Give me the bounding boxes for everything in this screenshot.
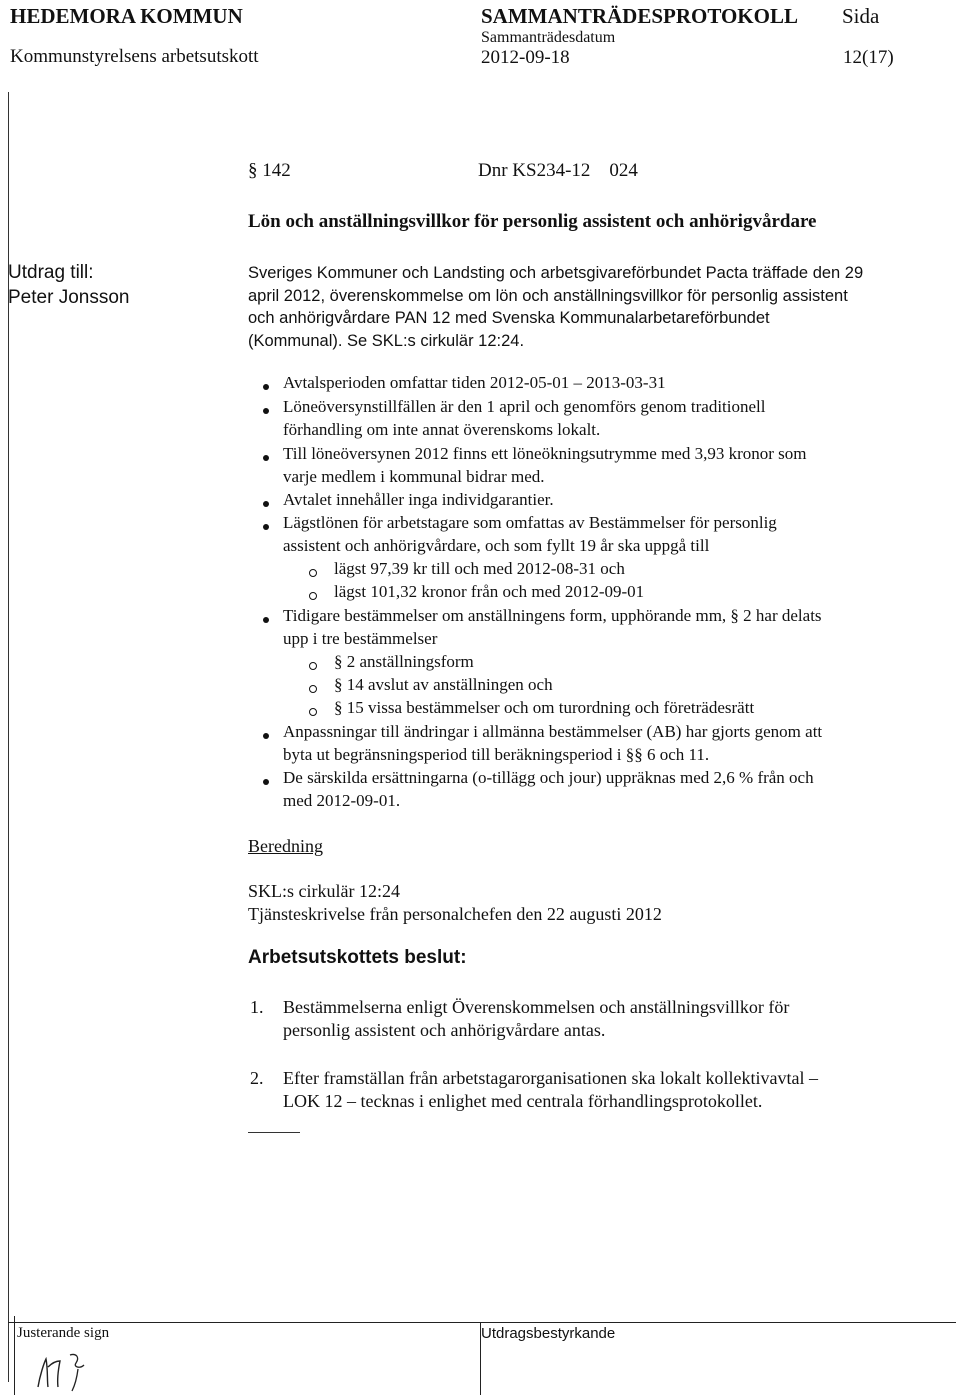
preparation-reference: SKL:s cirkulär 12:24 xyxy=(248,881,400,901)
bullet-text: förhandling om inte annat överenskoms lokalt. xyxy=(283,420,601,439)
intro-line: och anhörigvårdare PAN 12 med Svenska Kommunalarbetareförbundet xyxy=(248,309,770,327)
bullet-text: Avtalet innehåller inga individgarantier. xyxy=(283,490,554,509)
sub-bullet-marker xyxy=(309,569,317,577)
document-type: SAMMANTRÄDESPROTOKOLL xyxy=(481,4,798,28)
intro-line: (Kommunal). Se SKL:s cirkulär 12:24. xyxy=(248,331,525,350)
registration-number: Dnr KS234-12 024 xyxy=(478,160,638,181)
meeting-date-label: Sammanträdesdatum xyxy=(481,29,616,46)
end-rule xyxy=(248,1132,300,1133)
extract-label: Utdrag till: xyxy=(8,262,94,283)
sub-bullet-marker xyxy=(309,592,317,600)
sub-bullet-text: § 15 vissa bestämmelser och om turordning och företrädesrätt xyxy=(334,698,755,717)
intro-line: april 2012, överenskommelse om lön och anställningsvillkor för personlig assistent xyxy=(248,286,848,305)
sub-bullet-marker xyxy=(309,685,317,693)
preparation-heading: Beredning xyxy=(248,836,323,856)
decision-heading: Arbetsutskottets beslut: xyxy=(248,947,467,968)
footer-rule xyxy=(8,1322,956,1323)
handwritten-signature xyxy=(30,1347,120,1393)
bullet-text: Anpassningar till ändringar i allmänna bestämmelser (AB) har gjorts genom att xyxy=(283,722,823,741)
bullet-text: Avtalsperioden omfattar tiden 2012-05-01 – 2013-03-31 xyxy=(283,373,666,392)
item-title: Lön och anställningsvillkor för personlig assistent och anhörigvårdare xyxy=(248,211,817,232)
decision-text: LOK 12 – tecknas i enlighet med centrala förhandlingsprotokollet. xyxy=(283,1091,763,1111)
bullet-text: Till löneöversynen 2012 finns ett löneökningsutrymme med 3,93 kronor som xyxy=(283,444,807,463)
decision-text: personlig assistent och anhörigvårdare antas. xyxy=(283,1020,606,1040)
sub-bullet-text: § 2 anställningsform xyxy=(334,652,474,671)
bullet-marker xyxy=(263,501,269,507)
bullet-text: De särskilda ersättningarna (o-tillägg och jour) uppräknas med 2,6 % från och xyxy=(283,768,814,787)
paragraph-number: § 142 xyxy=(248,160,291,181)
bullet-text: med 2012-09-01. xyxy=(283,791,401,810)
organization-name: HEDEMORA KOMMUN xyxy=(10,4,243,28)
sub-bullet-marker xyxy=(309,662,317,670)
decision-number: 2. xyxy=(250,1068,264,1088)
intro-paragraph xyxy=(248,262,948,352)
bullet-text: assistent och anhörigvårdare, och som fyllt 19 år ska uppgå till xyxy=(283,536,710,555)
bullet-text: byta ut begränsningsperiod till beräkningsperiod i §§ 6 och 11. xyxy=(283,745,710,764)
bullet-marker xyxy=(263,408,269,414)
sub-bullet-text: § 14 avslut av anställningen och xyxy=(334,675,553,694)
left-margin-line xyxy=(8,92,9,1382)
bullet-text: Löneöversynstillfällen är den 1 april och genomförs genom traditionell xyxy=(283,397,766,416)
intro-line: Sveriges Kommuner och Landsting och arbetsgivareförbundet Pacta träffade den 29 xyxy=(248,264,864,282)
decision-text: Bestämmelserna enligt Överenskommelsen och anställningsvillkor för xyxy=(283,997,790,1017)
extract-certification-label: Utdragsbestyrkande xyxy=(481,1325,616,1342)
bullet-text: varje medlem i kommunal bidrar med. xyxy=(283,467,545,486)
bullet-marker xyxy=(263,617,269,623)
bullet-marker xyxy=(263,733,269,739)
department-name: Kommunstyrelsens arbetsutskott xyxy=(10,46,259,67)
bullet-text: Tidigare bestämmelser om anställningens form, upphörande mm, § 2 har delats xyxy=(283,606,822,625)
bullet-marker xyxy=(263,524,269,530)
adjuster-signature-label: Justerande sign xyxy=(17,1325,110,1341)
meeting-date: 2012-09-18 xyxy=(481,47,570,68)
preparation-reference: Tjänsteskrivelse från personalchefen den 22 augusti 2012 xyxy=(248,904,662,924)
decision-number: 1. xyxy=(250,997,264,1017)
sub-bullet-text: lägst 97,39 kr till och med 2012-08-31 och xyxy=(334,559,625,578)
decision-text: Efter framställan från arbetstagarorganisationen ska lokalt kollektivavtal – xyxy=(283,1068,818,1088)
page-number: 12(17) xyxy=(843,47,894,68)
bullet-marker xyxy=(263,779,269,785)
sub-bullet-text: lägst 101,32 kronor från och med 2012-09-01 xyxy=(334,582,645,601)
bullet-text: Lägstlönen för arbetstagare som omfattas av Bestämmelser för personlig xyxy=(283,513,777,532)
extract-recipient: Peter Jonsson xyxy=(8,287,130,308)
bullet-marker xyxy=(263,384,269,390)
footer-divider-left xyxy=(14,1316,15,1395)
bullet-marker xyxy=(263,455,269,461)
sub-bullet-marker xyxy=(309,708,317,716)
page-label: Sida xyxy=(842,4,880,28)
bullet-text: upp i tre bestämmelser xyxy=(283,629,438,648)
